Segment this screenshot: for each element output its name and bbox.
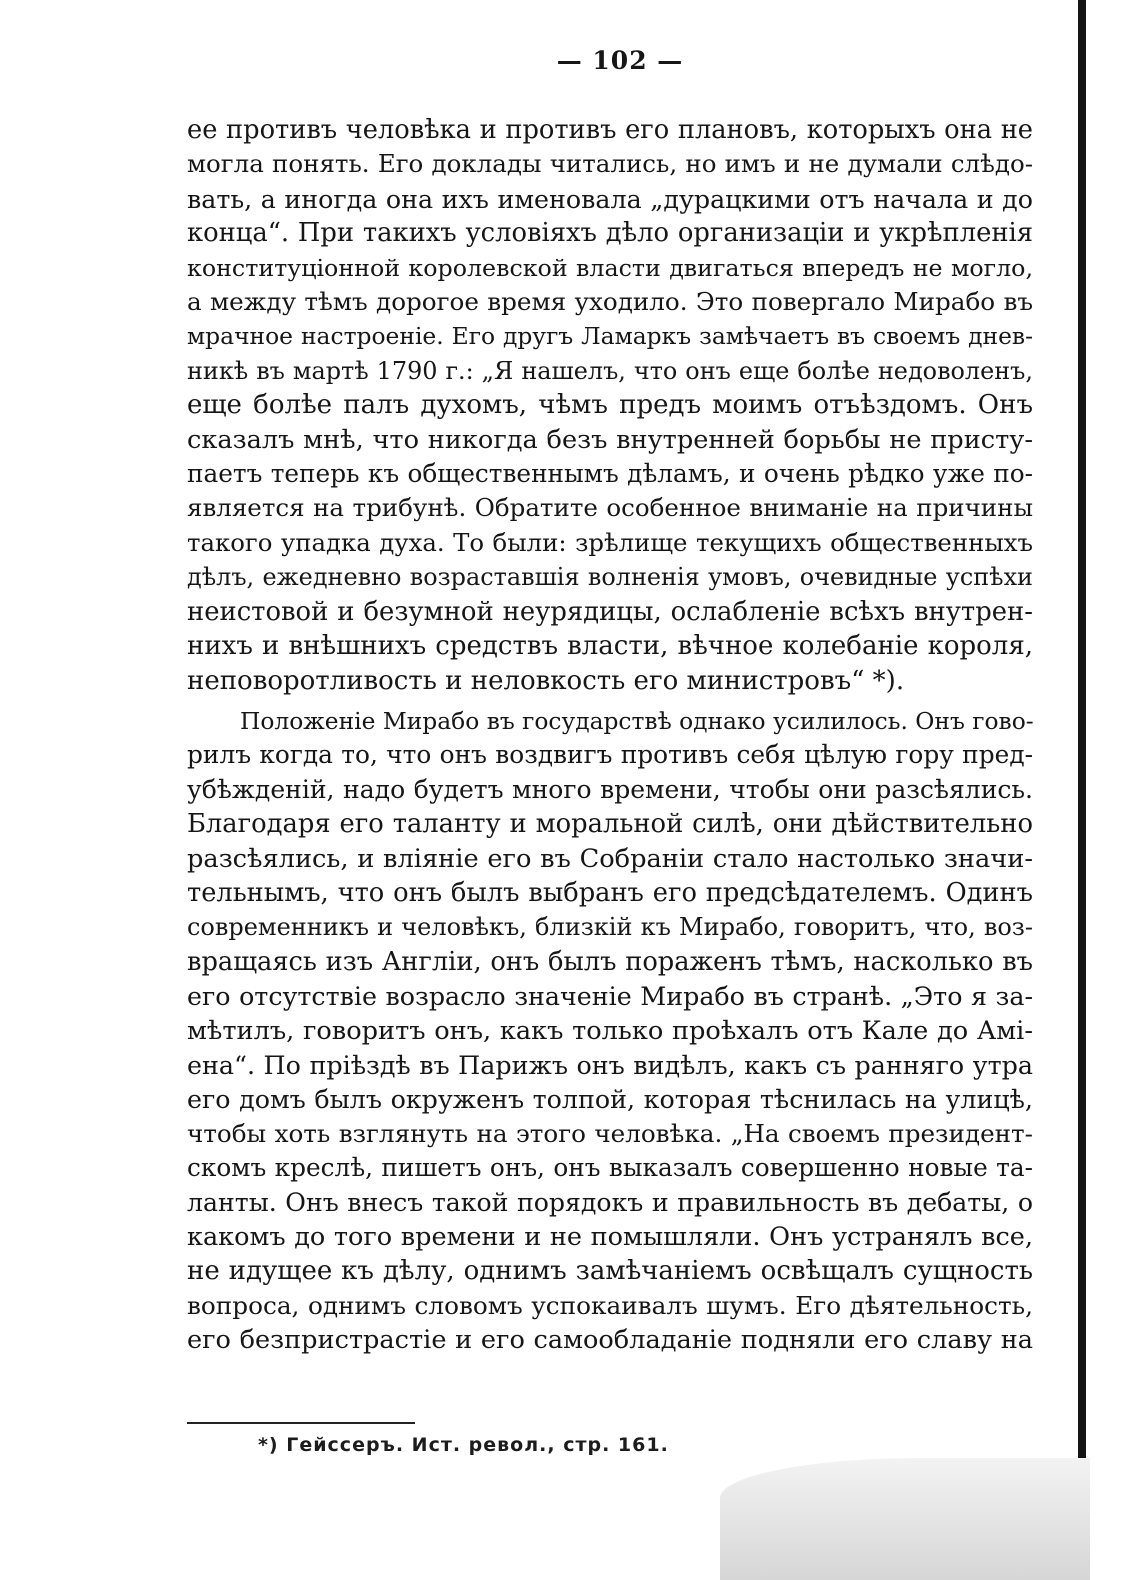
text-line: неповоротливость и неловкость его министровъ“ *). xyxy=(187,665,905,696)
text-line: такого упадка духа. То были: зрѣлище текущихъ общественныхъ xyxy=(187,527,1033,557)
text-line: конца“. При такихъ условіяхъ дѣло организаціи и укрѣпленія xyxy=(187,218,1033,249)
scan-shadow xyxy=(720,1458,1090,1580)
page-edge-shadow xyxy=(1078,0,1086,1490)
page-number: — 102 — xyxy=(556,46,684,75)
text-line: рилъ когда то, что онъ воздвигъ противъ себя цѣлую гору пред- xyxy=(187,740,1033,770)
text-line: его домъ былъ окруженъ толпой, которая тѣснилась на улицѣ, xyxy=(187,1084,1033,1115)
text-line: ена“. По пріѣздѣ въ Парижъ онъ видѣлъ, какъ съ ранняго утра xyxy=(187,1049,1033,1080)
text-line: разсѣялись, и вліяніе его въ Собраніи стало настолько значи- xyxy=(187,843,1033,874)
text-line: какомъ до того времени и не помышляли. Онъ устранялъ все, xyxy=(187,1222,1033,1252)
text-line: паетъ теперь къ общественнымъ дѣламъ, и очень рѣдко уже по- xyxy=(187,459,1033,489)
text-line: скомъ креслѣ, пишетъ онъ, онъ выказалъ совершенно новые та- xyxy=(187,1153,1033,1183)
text-line: убѣжденій, надо будетъ много времени, чтобы они разсѣялись. xyxy=(187,774,1033,804)
text-line: мрачное настроеніе. Его другъ Ламаркъ замѣчаетъ въ своемъ днев- xyxy=(187,322,1033,351)
text-line: его отсутствіе возрасло значеніе Мирабо въ странѣ. „Это я за- xyxy=(187,981,1033,1012)
text-line: вать, а иногда она ихъ именовала „дурацкими отъ начала и до xyxy=(187,183,1033,214)
text-line: никѣ въ мартѣ 1790 г.: „Я нашелъ, что онъ еще болѣе недоволенъ, xyxy=(187,356,1033,385)
text-line: могла понять. Его доклады читались, но имъ и не думали слѣдо- xyxy=(187,149,1033,179)
text-line: Благодаря его таланту и моральной силѣ, они дѣйствительно xyxy=(187,809,1033,840)
body-text xyxy=(187,113,1033,1358)
text-line: еще болѣе палъ духомъ, чѣмъ предъ моимъ отъѣздомъ. Онъ xyxy=(187,390,1033,421)
text-line: мѣтилъ, говоритъ онъ, какъ только проѣхалъ отъ Кале до Амі- xyxy=(187,1015,1033,1046)
text-line: Положеніе Мирабо въ государствѣ однако усилилось. Онъ гово- xyxy=(240,706,1034,735)
text-line: нихъ и внѣшнихъ средствъ власти, вѣчное колебаніе короля, xyxy=(187,631,1033,662)
text-line: неистовой и безумной неурядицы, ослабленіе всѣхъ внутрен- xyxy=(187,596,1033,627)
footnote-divider xyxy=(187,1422,415,1424)
text-line: тельнымъ, что онъ былъ выбранъ его предсѣдателемъ. Одинъ xyxy=(187,877,1033,908)
text-line: ее противъ человѣка и противъ его плановъ, которыхъ она не xyxy=(187,115,1033,145)
text-line: дѣлъ, ежедневно возраставшія волненія умовъ, очевидные успѣхи xyxy=(187,563,1033,592)
text-line: ланты. Онъ внесъ такой порядокъ и правильность въ дебаты, о xyxy=(187,1187,1033,1217)
text-line: вопроса, однимъ словомъ успокаивалъ шумъ. Его дѣятельность, xyxy=(187,1290,1033,1320)
footnote: *) Гейссеръ. Ист. револ., стр. 161. xyxy=(258,1434,669,1456)
text-line: является на трибунѣ. Обратите особенное вниманіе на причины xyxy=(187,493,1033,523)
text-line: не идущее къ дѣлу, однимъ замѣчаніемъ освѣщалъ сущность xyxy=(187,1256,1033,1287)
text-line: вращаясь изъ Англіи, онъ былъ пораженъ тѣмъ, насколько въ xyxy=(187,946,1033,977)
text-line: его безпристрастіе и его самообладаніе подняли его славу на xyxy=(187,1325,1033,1356)
text-line: современникъ и человѣкъ, близкій къ Мирабо, говоритъ, что, воз- xyxy=(187,913,1033,942)
text-line: сказалъ мнѣ, что никогда безъ внутренней борьбы не присту- xyxy=(187,424,1033,455)
text-line: а между тѣмъ дорогое время уходило. Это повергало Мирабо въ xyxy=(187,287,1033,317)
text-line: чтобы хоть взглянуть на этого человѣка. „На своемъ президент- xyxy=(187,1118,1033,1148)
text-line: конституціонной королевской власти двигаться впередъ не могло, xyxy=(187,253,1033,282)
